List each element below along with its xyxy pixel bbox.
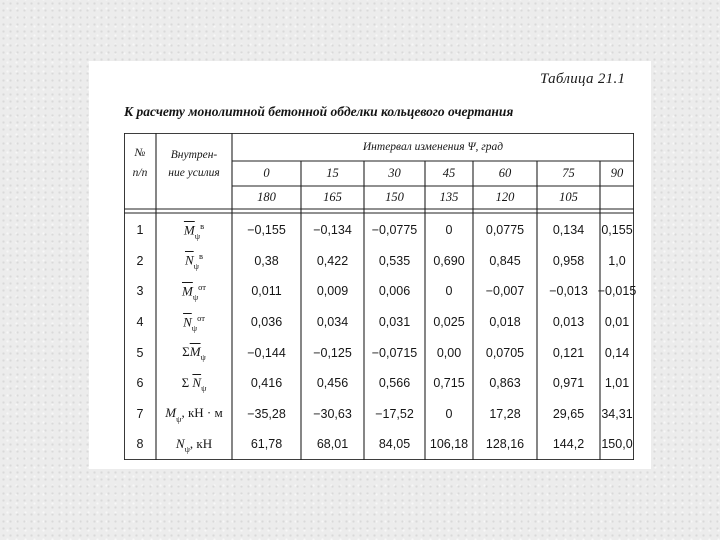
- internal-force-symbol: [156, 215, 232, 246]
- header-angle-bottom: 120: [495, 190, 515, 204]
- header-angle-bottom: 150: [385, 190, 404, 204]
- table-value-cell: 0: [445, 284, 453, 299]
- table-value-cell: 0,535: [378, 253, 411, 268]
- row-number: 4: [136, 315, 144, 330]
- header-angle-bottom: [600, 186, 634, 209]
- internal-force-symbol: [156, 399, 232, 430]
- row-number: 3: [136, 284, 144, 299]
- row-number: 7: [136, 406, 144, 421]
- force-letter: M: [165, 405, 177, 421]
- sum-sign: Σ: [181, 374, 193, 390]
- table-value-cell: 34,31: [601, 406, 633, 421]
- header-number-label-line2: п/п: [132, 167, 148, 179]
- force-subscript: ψ: [194, 230, 201, 241]
- force-superscript: от: [197, 312, 205, 323]
- force-letter: $\overline{N}$: [184, 252, 194, 268]
- table-value-cell: 0,422: [316, 253, 349, 268]
- table-value-cell: 0,013: [552, 315, 585, 330]
- internal-force-symbol: [156, 429, 232, 460]
- table-value-cell: 106,18: [429, 437, 469, 452]
- force-subscript: ψ: [191, 322, 198, 333]
- force-superscript: в: [198, 251, 203, 262]
- header-angle-top: 45: [442, 166, 456, 180]
- scanned-page: [89, 61, 651, 469]
- internal-force-expression: [165, 405, 222, 423]
- table-value-cell: 0,011: [251, 284, 282, 299]
- table-value-cell: −0,015: [597, 284, 637, 299]
- table-value-cell: −0,0715: [371, 345, 418, 360]
- force-subscript: ψ: [184, 444, 190, 455]
- table-value-cell: 1,0: [608, 253, 626, 268]
- table-value-cell: 0: [445, 223, 453, 238]
- force-letter: N: [175, 435, 185, 451]
- force-letter: $\overline{N}$: [192, 374, 202, 390]
- internal-force-expression: [182, 344, 206, 362]
- table-title: К расчету монолитной бетонной обделки кольцевого очертания: [124, 104, 514, 119]
- header-angle-top: 60: [498, 166, 512, 180]
- table-value-cell: 0,0775: [485, 223, 525, 238]
- table-value-cell: 0,958: [552, 253, 585, 268]
- table-value-cell: 0,566: [378, 376, 411, 391]
- table-value-cell: 0,121: [552, 345, 585, 360]
- table-value-cell: −0,007: [485, 284, 525, 299]
- force-letter: $\overline{M}$: [183, 222, 195, 238]
- table-value-cell: 17,28: [489, 406, 521, 421]
- header-interval-label: Интервал изменения Ψ, град: [362, 141, 504, 153]
- force-subscript: ψ: [201, 383, 207, 394]
- table-value-cell: 0,155: [601, 223, 633, 238]
- table-value-cell: 0,134: [552, 223, 585, 238]
- internal-force-expression: [182, 282, 206, 301]
- force-superscript: от: [198, 282, 207, 293]
- table-value-cell: −0,0775: [371, 223, 418, 238]
- table-value-cell: 68,01: [316, 437, 349, 452]
- table-value-cell: −17,52: [375, 406, 414, 421]
- table-value-cell: 0,863: [489, 376, 521, 391]
- header-angle-bottom: 135: [439, 190, 459, 204]
- header-angle-top: 30: [388, 166, 401, 180]
- table-value-cell: 0,031: [378, 315, 411, 330]
- header-forces-label-line2: ние усилия: [168, 167, 220, 179]
- header-number-label: №: [134, 147, 146, 159]
- header-angle-top: 0: [263, 166, 270, 180]
- table-value-cell: 0: [445, 406, 453, 421]
- header-forces-label: Внутрен-: [170, 149, 218, 161]
- table-value-cell: −30,63: [313, 406, 352, 421]
- internal-force-expression: [176, 436, 212, 454]
- table-value-cell: −0,134: [313, 223, 352, 238]
- table-caption: Таблица 21.1: [540, 71, 626, 87]
- header-angle-top: 75: [562, 166, 575, 180]
- internal-force-expression: [185, 251, 203, 270]
- internal-force-symbol: [156, 246, 232, 277]
- table-value-cell: 144,2: [552, 437, 585, 452]
- internal-force-expression: [183, 313, 205, 332]
- table-value-cell: 1,01: [604, 376, 630, 391]
- table-value-cell: 0,456: [316, 376, 349, 391]
- table-value-cell: 0,845: [489, 253, 521, 268]
- table-value-cell: 0,38: [254, 253, 279, 268]
- internal-force-symbol: [156, 337, 232, 368]
- row-number: 8: [136, 437, 144, 452]
- sum-sign: Σ: [182, 343, 190, 359]
- table-value-cell: 0,00: [436, 345, 462, 360]
- table-value-cell: 128,16: [485, 437, 525, 452]
- row-number: 6: [136, 376, 144, 391]
- table-value-cell: −0,144: [247, 345, 286, 360]
- header-angle-bottom: 180: [257, 190, 276, 204]
- force-subscript: ψ: [176, 413, 182, 424]
- header-angle-bottom: 165: [323, 190, 342, 204]
- table-value-cell: 84,05: [378, 437, 411, 452]
- internal-force-symbol: [156, 276, 232, 307]
- force-superscript: в: [200, 220, 205, 231]
- table-value-cell: 0,690: [433, 253, 465, 268]
- internal-force-expression: [184, 221, 204, 240]
- table-value-cell: 0,971: [552, 376, 585, 391]
- table-value-cell: 0,01: [604, 315, 630, 330]
- row-number: 1: [136, 223, 144, 238]
- table-value-cell: −0,155: [247, 223, 286, 238]
- header-angle-top: 15: [326, 166, 339, 180]
- table-value-cell: 0,715: [433, 376, 465, 391]
- force-unit: , кН: [189, 435, 213, 451]
- table-value-cell: −0,125: [313, 345, 352, 360]
- table-value-cell: 0,018: [489, 315, 521, 330]
- table-value-cell: 0,006: [378, 284, 411, 299]
- internal-force-symbol: [156, 307, 232, 338]
- internal-force-symbol: [156, 368, 232, 399]
- force-unit: , кН · м: [181, 405, 223, 421]
- header-angle-bottom: 105: [559, 190, 578, 204]
- table-value-cell: 29,65: [552, 406, 585, 421]
- force-letter: $\overline{M}$: [189, 343, 201, 359]
- row-number: 5: [136, 345, 144, 360]
- table-value-cell: 150,0: [601, 437, 633, 452]
- table-value-cell: 0,14: [604, 345, 630, 360]
- table-value-cell: 0,0705: [485, 345, 525, 360]
- row-number: 2: [136, 253, 144, 268]
- force-subscript: ψ: [193, 261, 199, 272]
- table-value-cell: 0,036: [250, 315, 283, 330]
- force-letter: $\overline{M}$: [181, 283, 193, 299]
- header-angle-top: 90: [610, 166, 624, 180]
- table-value-cell: 0,025: [433, 315, 465, 330]
- force-letter: $\overline{N}$: [183, 313, 192, 329]
- force-subscript: ψ: [192, 291, 199, 302]
- table-value-cell: 61,78: [250, 437, 283, 452]
- table-value-cell: 0,009: [316, 284, 349, 299]
- table-value-cell: 0,034: [316, 315, 349, 330]
- table-value-cell: −0,013: [549, 284, 588, 299]
- table-value-cell: −35,28: [247, 406, 286, 421]
- table-value-cell: 0,416: [250, 376, 283, 391]
- internal-force-expression: [182, 375, 207, 393]
- force-subscript: ψ: [200, 352, 206, 363]
- data-table: [124, 133, 637, 460]
